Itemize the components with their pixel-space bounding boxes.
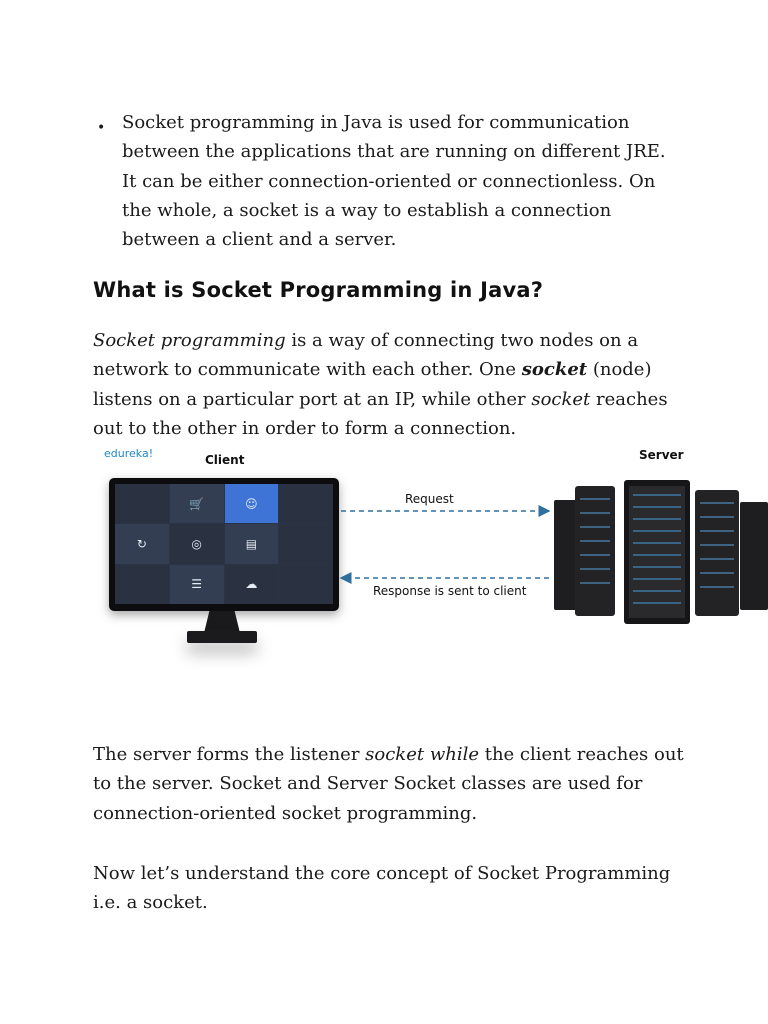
paragraph-core-concept: Now let’s understand the core concept of Socket Programming i.e. a socket. (93, 863, 671, 914)
section-heading: What is Socket Programming in Java? (93, 278, 544, 302)
target-icon: ◎ (170, 524, 224, 563)
emphasis-socket-while: socket while (365, 744, 479, 765)
emphasis-socket: socket (521, 359, 588, 381)
clipboard-icon: ▤ (225, 524, 279, 563)
server-rack-icon (554, 480, 768, 624)
response-label: Response is sent to client (373, 584, 527, 598)
client-label: Client (205, 453, 245, 467)
paragraph-definition (93, 326, 685, 443)
refresh-icon: ↻ (115, 524, 169, 563)
paragraph-text: reaches out to the other in order to form a connection. (93, 388, 668, 439)
emphasis-socket: socket (531, 388, 591, 410)
user-icon: ☺ (225, 484, 279, 523)
paragraph-text: the client reaches out to the server. Socket and Server Socket classes are used for connection-oriented socket programming. (93, 744, 684, 824)
paragraph-text: (node) listens on a particular port at an IP, while other (93, 359, 652, 410)
emphasis-socket-programming: Socket programming (93, 330, 286, 351)
bullet-marker: • (97, 120, 106, 136)
burger-icon: ☰ (170, 565, 224, 604)
paragraph-text: The server forms the listener (93, 744, 366, 765)
bullet-list (93, 108, 693, 254)
bullet-item: Socket programming in Java is used for communication between the applications that are running on different JRE. It can be either connection-oriented or connectionless. On the whole, a socket is a way to establish a connection between a client and a server. (122, 112, 666, 251)
client-server-diagram (93, 440, 768, 710)
arrows-and-servers (93, 440, 768, 710)
weather-icon: ☁ (225, 565, 279, 604)
paragraph-text: is a way of connecting two nodes on a network to communicate with each other. One (93, 330, 639, 381)
basket-icon: 🛒 (170, 484, 224, 523)
brand-logo: edureka! (104, 447, 154, 460)
request-label: Request (405, 492, 454, 506)
server-label: Server (639, 448, 684, 462)
paragraph-server-client (93, 740, 685, 828)
